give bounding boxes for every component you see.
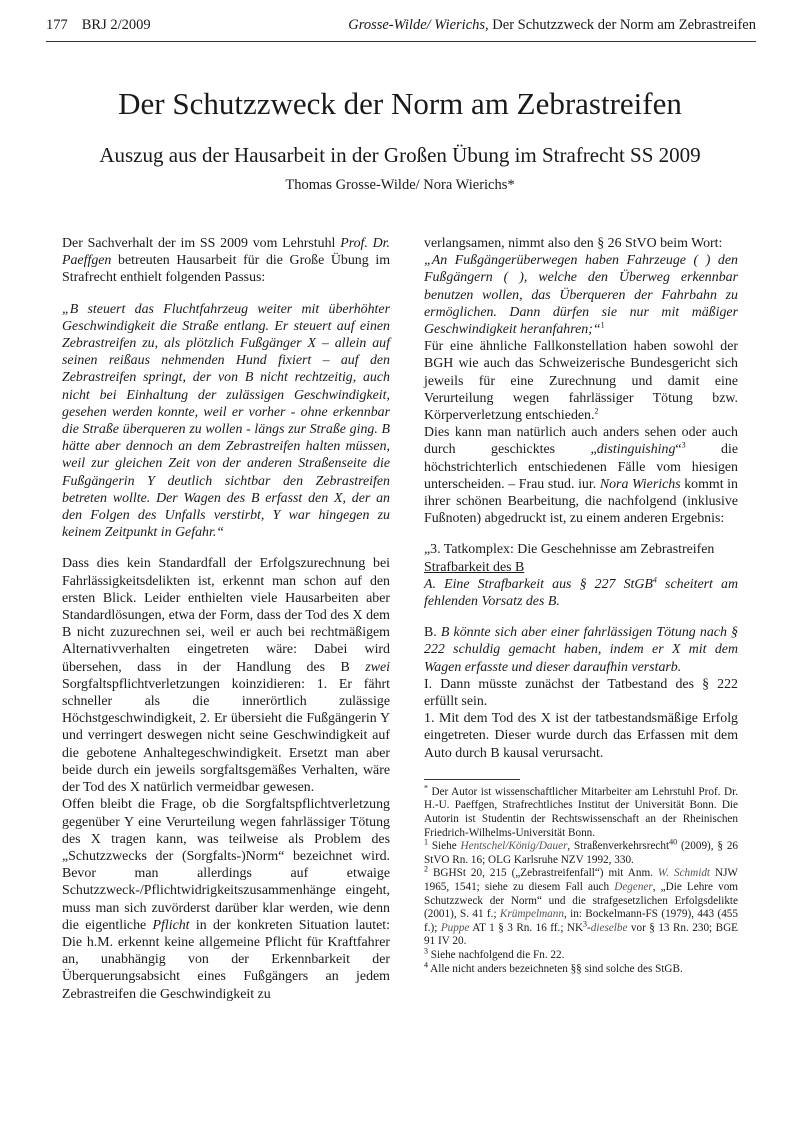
footnote-star	[424, 783, 738, 840]
footnote-author: dieselbe	[590, 921, 628, 934]
footnote-3	[424, 946, 738, 963]
footnote-author: Puppe	[440, 921, 470, 934]
footnote-text: Siehe	[428, 840, 461, 853]
strafbarkeit-label: Strafbarkeit des B	[424, 559, 525, 575]
journal-issue: BRJ 2/2009	[81, 17, 151, 33]
footnote-text: (2009), § 26 StVO Rn. 16; OLG Karlsruhe NZV 1992, 330.	[424, 840, 739, 866]
running-head-right	[348, 17, 756, 37]
stvo-quote: „An Fußgängerüberwegen haben Fahrzeuge ( ) den Fußgängern ( ), welche den Überweg erkennbar benutzen wollen, das Überqueren der Fahrbahn zu ermöglichen. Dann dürfen sie nur mit mäßiger Geschwindigkeit heranfahren;“	[424, 253, 738, 338]
continuation-text: verlangsamen, nimmt also den § 26 StVO beim Wort:	[424, 236, 723, 251]
footnote-text: , in: Bockelmann-FS (1979), 443 (455 f.);	[424, 908, 738, 934]
paragraph-text-end: in der konkreten Situation lautet: Die h.M. erkennt keine allgemeine Pflicht für Kraftfahrer an, unabhängig von der Erkennbarkeit der Überquerungsabsicht eines Fußgängers an jedem Zebrastreifen die Geschwindigkeit zu	[62, 917, 390, 1002]
footnote-text: AT 1 § 3 Rn. 16 ff.; NK	[469, 921, 584, 934]
case-quote: „B steuert das Fluchtfahrzeug weiter mit überhöhter Geschwindigkeit die Straße entlang. Er steuert auf einen Zebrastreifen zu, als plötzlich Fußgänger X – allein auf seinen reißaus nehmenden Hund fixiert – auf den Zebrastreifen springt, der von B nicht rechtzeitig, auch nicht bei Einhaltung der zulässigen Geschwindigkeit, gesehen werden konnte, weil er vorher - ohne erkennbar die Straße überqueren zu wollen - längs zur Straße ging. B hätte aber dennoch an dem Zebrastreifen halten müssen, weil zur gleichen Zeit von der anderen Straßenseite die Fußgängerin Y deutlich sichtbar den Zebrastreifen betreten wollte. Der Wagen des B erfasst den X, der an den Folgen des Unfalls verstirbt, Y war hingegen zu keinem Zeitpunkt in Gefahr.“	[62, 301, 390, 541]
article-title: Der Schutzzweck der Norm am Zebrastreifen	[118, 86, 682, 121]
paragraph-text-mid: die höchstrichterlich entschiedenen Fälle vom hiesigen unterscheiden. – Frau stud. iur.	[424, 442, 738, 492]
footnote-number: 4	[424, 959, 428, 969]
edition-superscript: 3	[583, 919, 588, 929]
paragraph-bgh	[424, 338, 738, 424]
footnote-text: Alle nicht anders bezeichneten §§ sind solche des StGB.	[428, 962, 683, 975]
strafbarkeit-heading	[424, 559, 738, 576]
paragraph-text-end: Sorgfaltspflichtverletzungen koinzidieren: 1. Er fährt schneller als die innerörtlich zulässige Höchstgeschwindigkeit, 2. Er übersieht die Fußgängerin Y und verringert deswegen nicht seine Geschwindigkeit auf die gebotene Anhaltegeschwindigkeit. Ersetzt man aber beide durch ein jeweils sorgfaltsgemäßes Verhalten, wäre der Tod des X natürlich vermeidbar gewesen.	[62, 676, 390, 796]
section-b-text: B könnte sich aber einer fahrlässigen Tötung nach § 222 schuldig gemacht haben, indem er X mit dem Wagen erfasste und dieser daraufhin verstarb.	[424, 625, 738, 675]
paragraph-text: Für eine ähnliche Fallkonstellation haben sowohl der BGH wie auch das Schweizerische Bundesgericht sich jeweils für eine Zurechnung und damit eine Verurteilung wegen fahrlässiger Tötung bzw. Körperverletzung entschieden.	[424, 339, 738, 424]
page-number: 177	[46, 17, 68, 33]
closing-quote: “	[675, 442, 682, 458]
article-subtitle: Auszug aus der Hausarbeit in der Großen Übung im Strafrecht SS 2009	[99, 143, 701, 167]
edition-superscript: 40	[669, 837, 678, 847]
tatkomplex-heading: „3. Tatkomplex: Die Geschehnisse am Zebrastreifen	[424, 542, 715, 558]
paragraph-text: Offen bleibt die Frage, ob die Sorgfaltspflichtverletzung gegenüber Y eine Verurteilung wegen fahrlässiger Tötung des X tragen kann, was teilweise als Problem des „Schutzzwecks der (Sorgfalts-)Norm“ bezeichnet wird. Bevor man allerdings auf etwaige Schutzzweck-/Pflichtwidrigkeitszusammenhänge eingeht, muss man sich zuvörderst darüber klar werden, wie denn die eigentliche	[62, 797, 390, 933]
intro-text-end: betreuten Hausarbeit für die Große Übung im Strafrecht enthielt folgenden Passus:	[62, 253, 390, 286]
section-1: 1. Mit dem Tod des X ist der tatbestandsmäßige Erfolg eingetreten. Dieser wurde durch das Erfassen mit dem Auto durch B kausal verursacht.	[424, 711, 738, 761]
running-head	[46, 17, 756, 37]
running-head-authors: Grosse-Wilde/ Wierichs	[348, 17, 486, 33]
header-rule	[46, 41, 756, 42]
student-name: Nora Wierichs	[599, 476, 681, 492]
paragraph-text-end: kommt in ihrer schönen Bearbeitung, die nachfolgend (inklusive Fußnoten) abgedruckt ist, zu einem anderen Ergebnis:	[424, 476, 738, 527]
footnote-ref-2: 2	[594, 406, 599, 416]
footnote-ref-3: 3	[681, 440, 686, 450]
footnote-text: vor § 13 Rn. 230; BGE 91 IV 20.	[424, 921, 738, 948]
section-a-text-end: scheitert am fehlenden Vorsatz des B.	[424, 576, 738, 610]
intro-professor: Prof. Dr. Paeffgen	[62, 236, 391, 269]
footnote-star-mark: *	[424, 783, 428, 793]
paragraph-standardfall	[62, 555, 390, 796]
footnote-4	[424, 959, 738, 977]
footnote-2	[424, 864, 739, 949]
right-column	[424, 235, 738, 976]
running-head-left	[46, 17, 165, 37]
footnote-star-text: Der Autor ist wissenschaftlicher Mitarbeiter am Lehrstuhl Prof. Dr. H.-U. Paeffgen, Strafrechtliches Institut der Universität Bonn. Die Autorin ist Studentin der Rechtswissenschaft an der Rheinischen Friedrich-Wilhelms-Universität Bonn.	[424, 785, 738, 839]
footnote-author: Krümpelmann	[499, 908, 564, 921]
section-i: I. Dann müsste zunächst der Tatbestand des § 222 erfüllt sein.	[424, 676, 738, 710]
footnote-number: 1	[424, 837, 428, 847]
footnote-text: NJW 1965, 1541; siehe zu diesem Fall auch	[424, 867, 738, 894]
footnote-1	[424, 837, 739, 867]
footnote-author: Degener	[614, 881, 653, 894]
emphasis-distinguishing: distinguishing	[596, 442, 676, 458]
footnote-ref-4: 4	[652, 575, 657, 585]
section-b	[424, 624, 738, 676]
intro-paragraph	[62, 235, 390, 287]
emphasis-pflicht: Pflicht	[152, 917, 190, 933]
left-column	[62, 235, 390, 1003]
footnote-text: BGHSt 20, 215 („Zebrastreifenfall“) mit Anm.	[428, 867, 658, 880]
footnote-author: W. Schmidt	[657, 867, 711, 880]
intro-text: Der Sachverhalt der im SS 2009 vom Lehrstuhl	[62, 236, 341, 251]
footnote-rule	[424, 779, 520, 780]
article-authors: Thomas Grosse-Wilde/ Nora Wierichs*	[285, 177, 515, 193]
footnote-text: Siehe nachfolgend die Fn. 22.	[428, 949, 565, 962]
footnote-text: -	[587, 921, 591, 934]
footnote-number: 3	[424, 946, 428, 956]
stvo-quote-paragraph	[424, 252, 738, 338]
paragraph-distinguishing	[424, 424, 738, 527]
emphasis-zwei: zwei	[365, 659, 390, 675]
section-b-prefix: B.	[424, 625, 441, 641]
running-head-title: , Der Schutzzweck der Norm am Zebrastreifen	[485, 17, 756, 33]
paragraph-text: Dass dies kein Standardfall der Erfolgszurechnung bei Fahrlässigkeitsdelikten ist, erkennt man schon auf den ersten Blick. Leider enthielten viele Hausarbeiten aber Standardlösungen, etwa der Form, dass der Tod des X dem B nicht zuzurechnen sei, weil er auch bei rechtmäßigem Alternativverhalten eingetreten wäre: Dabei wird übersehen, dass in der Handlung des B	[62, 556, 390, 675]
footnote-ref-1: 1	[600, 320, 605, 330]
footnote-text: , Straßenverkehrsrecht	[567, 840, 670, 853]
footnote-text: , „Die Lehre vom Schutzzweck der Norm“ und die strafgesetzlichen Erfolgsdelikte (2001), S. 41 f.;	[424, 881, 739, 921]
section-a-text: A. Eine Strafbarkeit aus § 227 StGB	[424, 576, 653, 592]
section-a	[424, 576, 738, 610]
footnote-number: 2	[424, 864, 428, 874]
paragraph-text: Dies kann man natürlich auch anders sehen oder auch durch geschicktes „	[424, 425, 738, 458]
footnote-author: Hentschel/König/Dauer	[460, 840, 568, 853]
paragraph-offene-frage	[62, 796, 390, 1002]
